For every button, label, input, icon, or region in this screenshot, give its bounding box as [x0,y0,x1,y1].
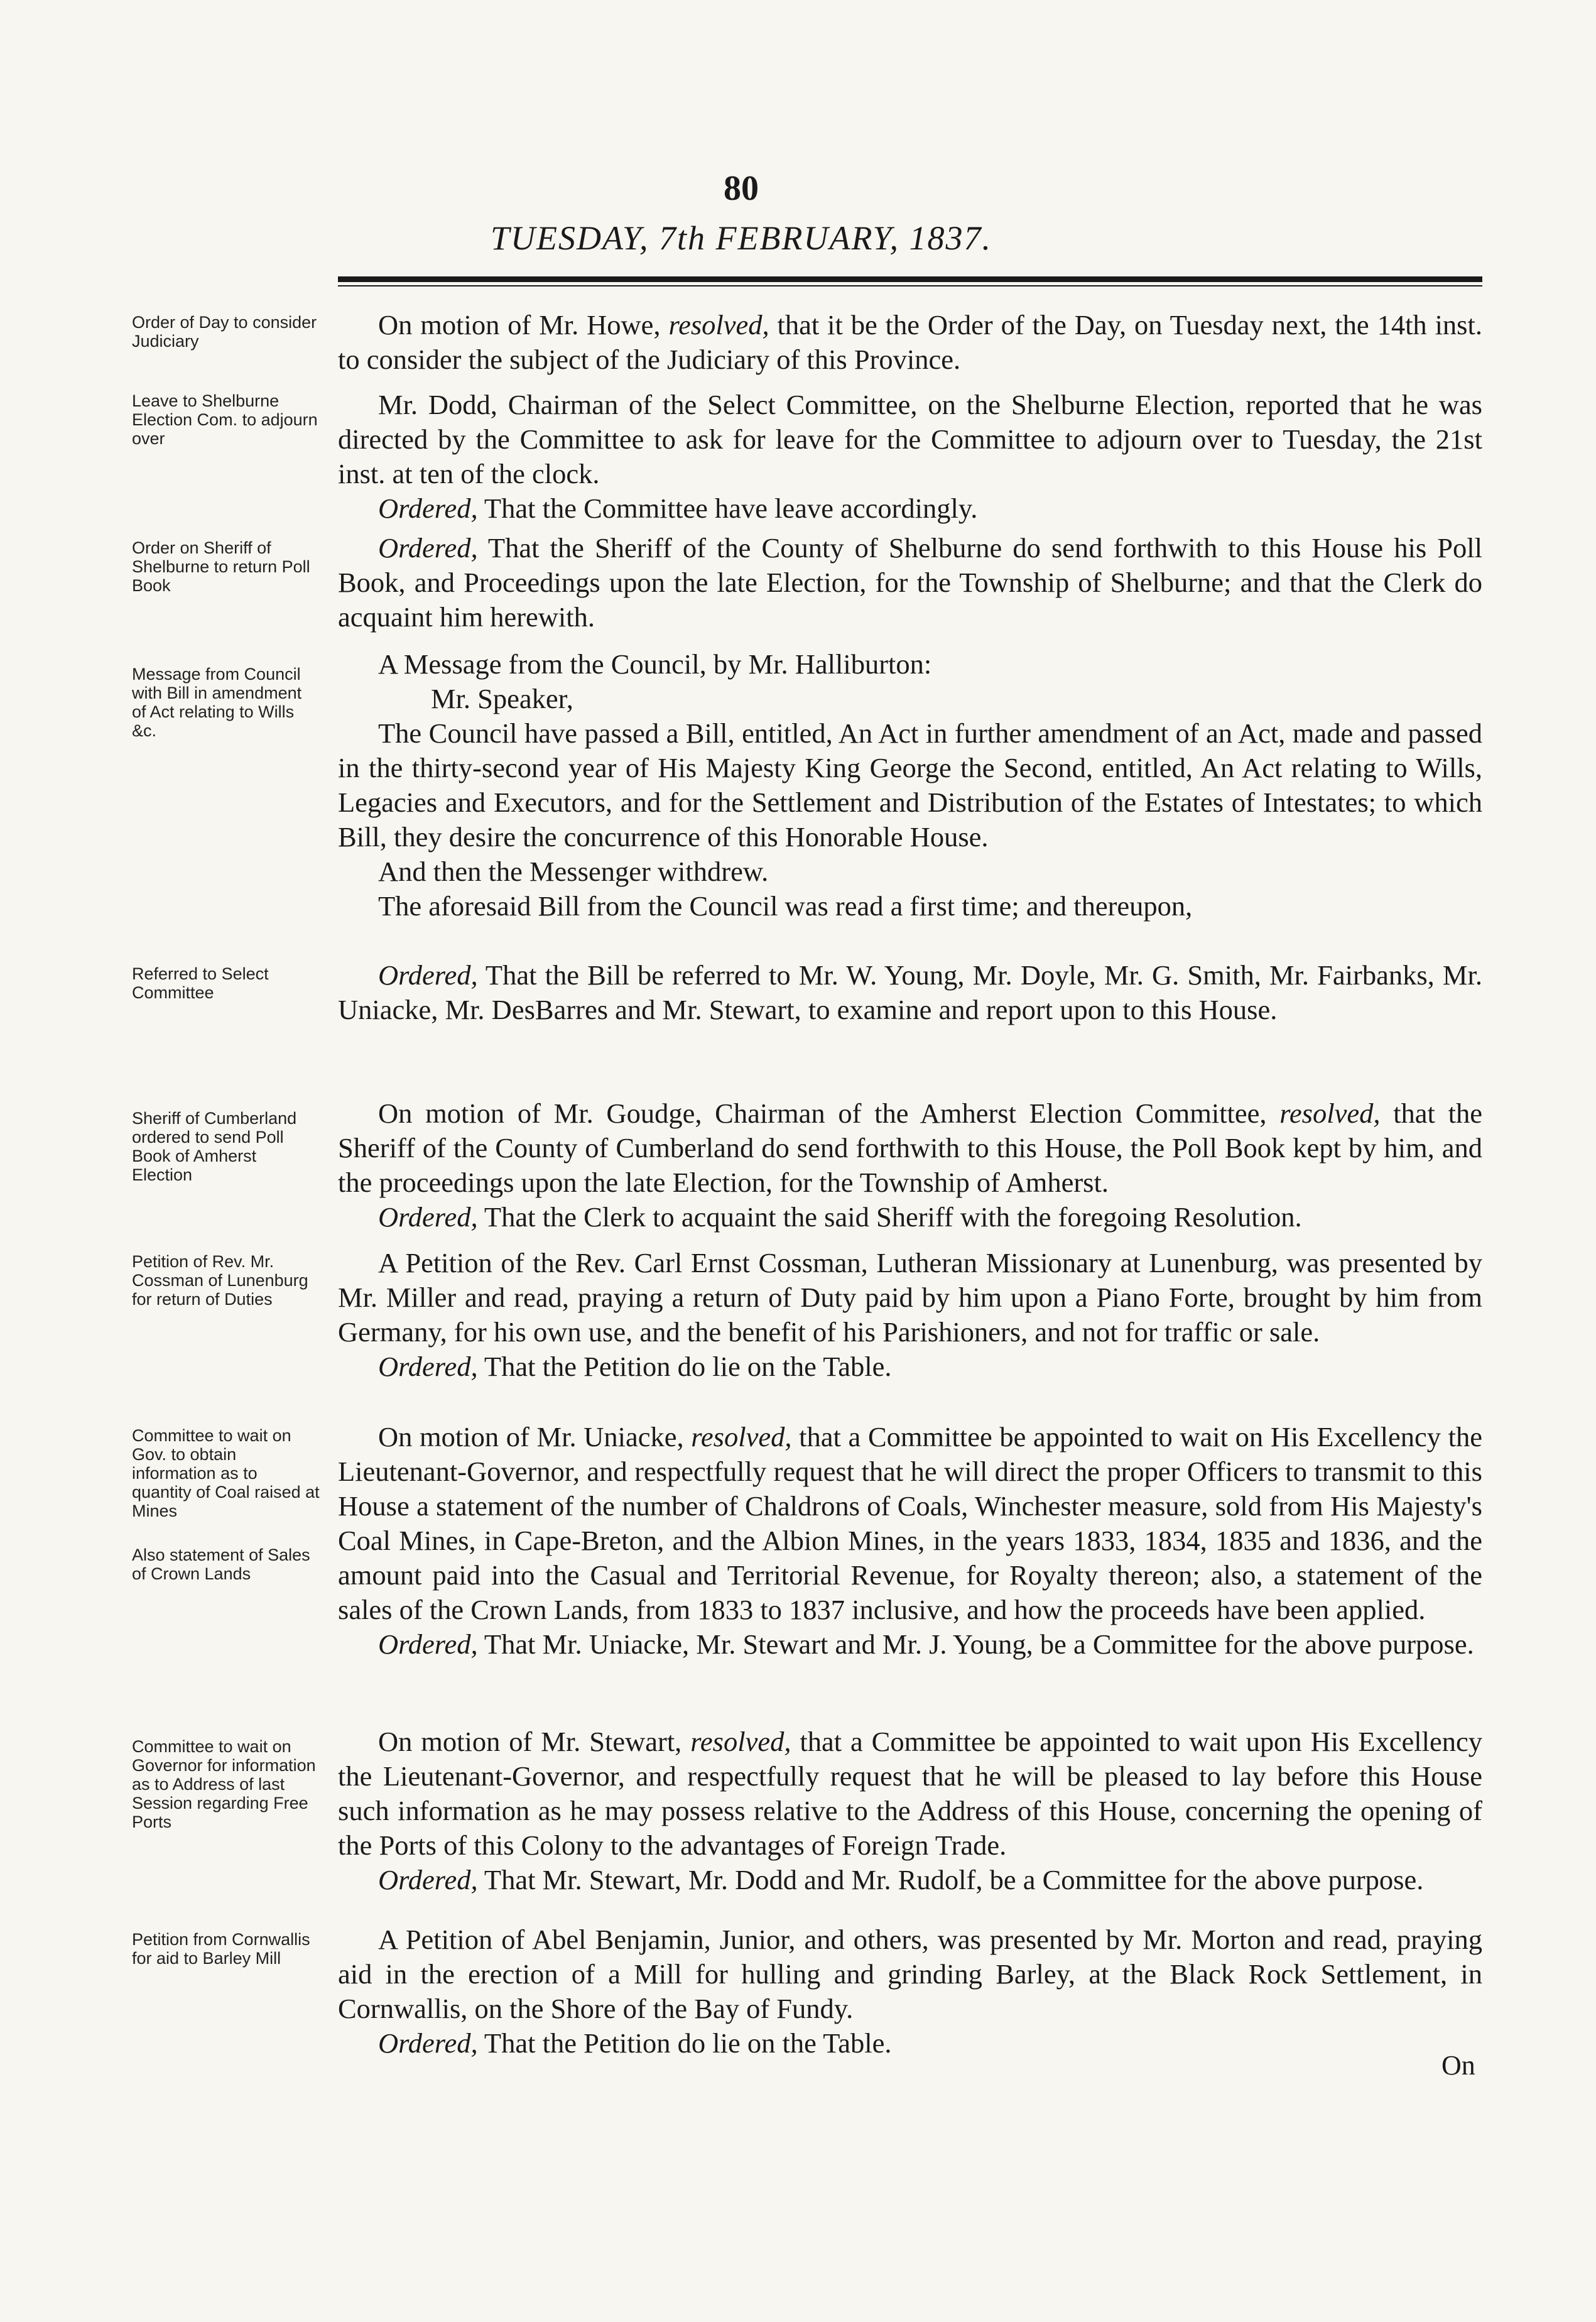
margin-note: Sheriff of Cumberland ordered to send Poll Book of Amherst Election [132,1109,297,1184]
margin-note: Petition of Rev. Mr. Cossman of Lunenburg for return of Duties [132,1252,308,1309]
page-number: 80 [724,169,759,208]
entry-body: A Message from the Council, by Mr. Halliburton: Mr. Speaker, The Council have passed a Bill, entitled, An Act in further amendment of an Act, made and passed in the thirty-second year of His Majesty King George the Second, entitled, An Act relating to Wills, Legacies and Executors, and for the Settlement and Distribution of the Estates of Intestates; to which Bill, they desire the concurrence of this Honorable House. And then the Messenger withdrew. The aforesaid Bill from the Council was read a first time; and thereupon, [338,648,1482,922]
entry-body: On motion of Mr. Howe, resolved, that it be the Order of the Day, on Tuesday next, the 14th inst. to consider the subject of the Judiciary of this Province. [338,309,1482,375]
margin-note: Order on Sheriff of Shelburne to return Poll Book [132,538,310,595]
entry-body: On motion of Mr. Goudge, Chairman of the Amherst Election Committee, resolved, that the Sheriff of the County of Cumberland do send forthwith to this House, the Poll Book kept by him, and the proceedings upon the late Election, for the Township of Amherst. Ordered, That the Clerk to acquaint the said Sheriff with the foregoing Resolution. [338,1098,1482,1233]
entry-body: On motion of Mr. Uniacke, resolved, that a Committee be appointed to wait on His Excellency the Lieutenant-Governor, and respectfully request that he will direct the proper Officers to transmit to this House a statement of the number of Chaldrons of Coals, Winchester measure, sold from His Majesty's Coal Mines, in Cape-Breton, and the Albion Mines, in the years 1833, 1834, 1835 and 1836, and the amount paid into the Casual and Territorial Revenue, for Royalty thereon; also, a statement of the sales of the Crown Lands, from 1833 to 1837 inclusive, and how the proceeds have been applied. Ordered, That Mr. Uniacke, Mr. Stewart and Mr. J. Young, be a Committee for the above purpose. [338,1421,1482,1660]
margin-note-crown-lands: Also statement of Sales of Crown Lands [132,1545,310,1583]
margin-note: Order of Day to consider Judiciary [132,313,317,351]
entry-body: Mr. Dodd, Chairman of the Select Committee, on the Shelburne Election, reported that he was directed by the Committee to ask for leave for the Committee to adjourn over to Tuesday, the 21st inst. at ten of the clock. Ordered, That the Committee have leave accordingly. [338,389,1482,524]
entry-body: A Petition of the Rev. Carl Ernst Cossman, Lutheran Missionary at Lunenburg, was presented by Mr. Miller and read, praying a return of Duty paid by him upon a Piano Forte, brought by him from Germany, for his own use, and the benefit of his Parishioners, and not for traffic or sale. Ordered, That the Petition do lie on the Table. [338,1247,1482,1382]
margin-note: Committee to wait on Gov. to obtain information as to quantity of Coal raised at Mines [132,1426,320,1520]
margin-note: Petition from Cornwallis for aid to Barley Mill [132,1930,310,1968]
catchword: On [1441,2050,1475,2081]
header-rule-thin [338,285,1482,286]
entry-body: Ordered, That the Sheriff of the County of Shelburne do send forthwith to this House his Poll Book, and Proceedings upon the late Election, for the Township of Shelburne; and that the Clerk do acquaint him herewith. [338,532,1482,633]
entry-body: On motion of Mr. Stewart, resolved, that a Committee be appointed to wait upon His Excellency the Lieutenant-Governor, and respectfully request that he will be pleased to lay before this House such information as he may possess relative to the Address of this House, concerning the opening of the Ports of this Colony to the advantages of Foreign Trade. Ordered, That Mr. Stewart, Mr. Dodd and Mr. Rudolf, be a Committee for the above purpose. [338,1726,1482,1895]
margin-note: Leave to Shelburne Election Com. to adjourn over [132,391,318,448]
entry-body: A Petition of Abel Benjamin, Junior, and others, was presented by Mr. Morton and read, praying aid in the erection of a Mill for hulling and grinding Barley, at the Black Rock Settlement, in Cornwallis, on the Shore of the Bay of Fundy. Ordered, That the Petition do lie on the Table. [338,1924,1482,2059]
margin-note: Referred to Select Committee [132,964,269,1002]
header-rule-thick [338,276,1482,282]
page-date-header: TUESDAY, 7th FEBRUARY, 1837. [490,219,992,257]
margin-note: Message from Council with Bill in amendment of Act relating to Wills &c. [132,665,302,740]
margin-note: Committee to wait on Governor for information as to Address of last Session regarding Free Ports [132,1737,316,1831]
entry-body: Ordered, That the Bill be referred to Mr. W. Young, Mr. Doyle, Mr. G. Smith, Mr. Fairbanks, Mr. Uniacke, Mr. DesBarres and Mr. Stewart, to examine and report upon to this House. [338,959,1482,1025]
